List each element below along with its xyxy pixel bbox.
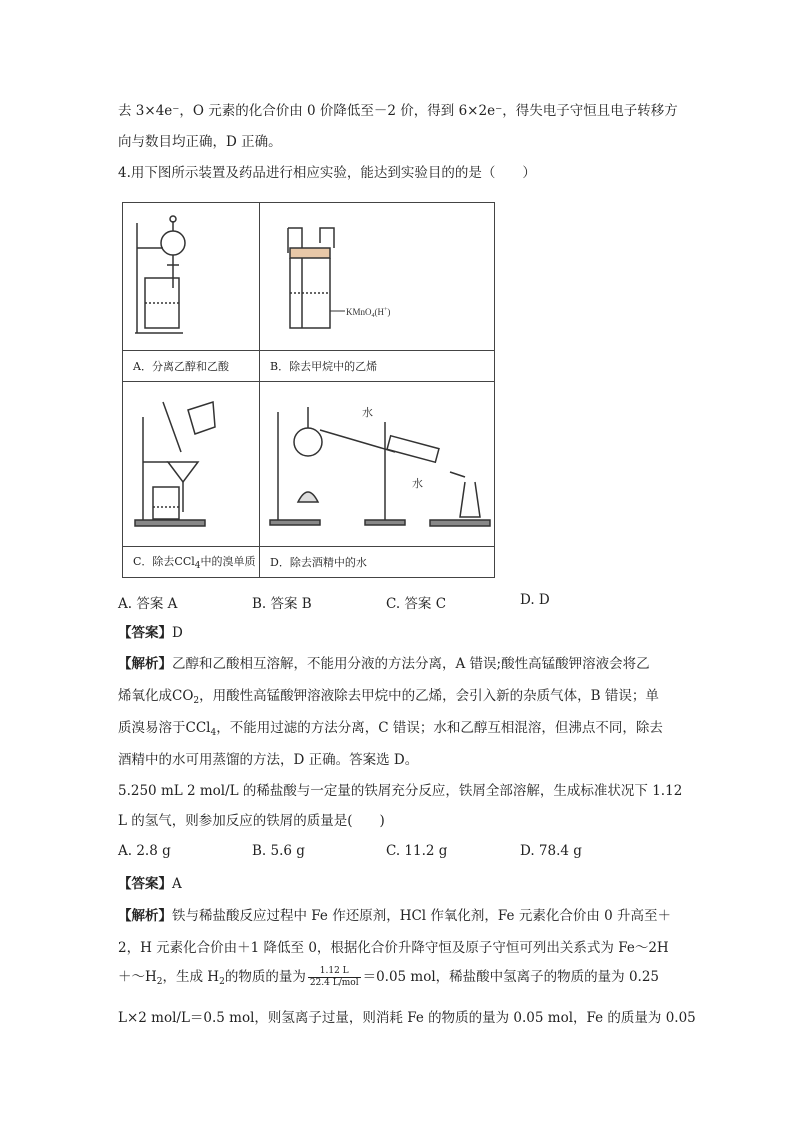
option-a: A. 2.8 g: [118, 843, 171, 859]
gas-washing-bottle-diagram: [260, 203, 494, 346]
fraction: $\frac{1.12 L}{\text{22.4 L/mol}}$: [309, 966, 359, 988]
kmno4-label: KMnO: [346, 307, 372, 317]
apparatus-c: [123, 382, 260, 547]
option-a: A. 答案 A: [118, 596, 178, 612]
apparatus-figure: [122, 202, 495, 578]
analysis-4-line: 烯氧化成$CO_2$，用酸性高锰酸钾溶液除去甲烷中的乙烯，会引入新的杂质气体，B 错误；单: [118, 688, 659, 706]
option-b: B. 5.6 g: [252, 843, 305, 859]
analysis-4-line: 酒精中的水可用蒸馏的方法，D 正确。答案选 D。: [118, 752, 419, 768]
water-label: 水: [412, 477, 423, 490]
apparatus-a: [123, 203, 260, 351]
option-d: D. 78.4 g: [520, 843, 582, 859]
caption-c: C．除去CCl$_4$中的溴单质: [123, 547, 260, 578]
answer-4: 【答案】D: [118, 625, 183, 641]
analysis-5-line: 2，H 元素化合价由＋1 降低至 0，根据化合价升降守恒及原子守恒可列出关系式为 Fe～2H: [118, 940, 669, 956]
option-d: D. D: [520, 592, 550, 608]
caption-b: B．除去甲烷中的乙烯: [260, 351, 495, 382]
analysis-4-line: 【解析】乙醇和乙酸相互溶解，不能用分液的方法分离，A 错误;酸性高锰酸钾溶液会将乙: [118, 656, 650, 672]
option-c: C. 答案 C: [386, 596, 447, 612]
apparatus-d: [260, 382, 495, 547]
water-label: 水: [362, 406, 373, 419]
question-5: 5.250 mL 2 mol/L 的稀盐酸与一定量的铁屑充分反应，铁屑全部溶解，生成标准状况下 1.12: [118, 783, 683, 799]
question-5: L 的氢气，则参加反应的铁屑的质量是( ): [118, 813, 385, 829]
separatory-funnel-diagram: [123, 203, 259, 346]
option-c: C. 11.2 g: [386, 843, 448, 859]
analysis-5-line: L×2 mol/L＝0.5 mol，则氢离子过量，则消耗 Fe 的物质的量为 0.05 mol，Fe 的质量为 0.05: [118, 1010, 696, 1026]
apparatus-b: [260, 203, 495, 351]
question-4: 4.用下图所示装置及药品进行相应实验，能达到实验目的的是（ ）: [118, 165, 536, 181]
text-line: 向与数目均正确，D 正确。: [118, 134, 282, 150]
distillation-diagram: [260, 382, 494, 542]
svg-text:KMnO4(H+): KMnO$_4$(H+): [346, 307, 391, 319]
analysis-4-line: 质溴易溶于CCl$_4$，不能用过滤的方法分离，C 错误；水和乙醇互相混溶，但沸点不同，除去: [118, 720, 663, 738]
answer-5: 【答案】A: [118, 876, 182, 892]
option-b: B. 答案 B: [252, 596, 312, 612]
analysis-5-line: $+\sim H_2$，生成 $H_2$的物质的量为 $\frac{1.12 L}{\text{22.4 L/mol}}$ ＝0.05 mol，稀盐酸中氢离子的物质的量为 0.25: [118, 966, 660, 988]
filtration-diagram: [123, 382, 259, 542]
caption-d: D．除去酒精中的水: [260, 547, 495, 578]
text-line: 去 3×4e⁻，O 元素的化合价由 0 价降低至－2 价，得到 6×2e⁻，得失电子守恒且电子转移方: [118, 103, 678, 119]
analysis-5-line: 【解析】铁与稀盐酸反应过程中 Fe 作还原剂，HCl 作氧化剂，Fe 元素化合价由 0 升高至＋: [118, 908, 671, 924]
caption-a: A．分离乙醇和乙酸: [123, 351, 260, 382]
